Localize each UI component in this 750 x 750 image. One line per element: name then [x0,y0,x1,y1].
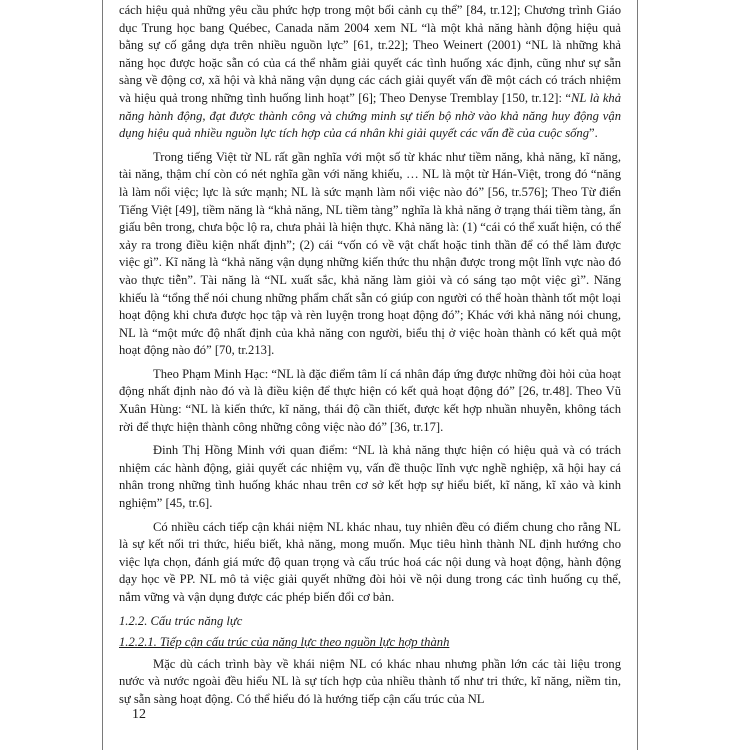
paragraph-text: ”. [589,126,598,141]
paragraph-vietnamese-meaning: Trong tiếng Việt từ NL rất gần nghĩa với một số từ khác như tiềm năng, khả năng, kĩ năng, tài năng, thậm chí còn có nét nghĩa gần với năng khiếu, … NL là một từ Hán-Việt, trong đó “năng là làm nổi việc; lực là sức mạnh; NL là sức mạnh làm nổi việc nào đó” [56, tr.576]; Theo Từ điển Tiếng Việt [49], tiềm năng là “khả năng, NL tiềm tàng” nghĩa là khả năng ở trạng thái tiềm tàng, ẩn giấu bên trong, chưa bộc lộ ra, chưa phải là hiện thực. Khả năng là: (1) “cái có thể xuất hiện, có thể xảy ra trong điều kiện nhất định”; (2) cái “vốn có về vật chất hoặc tinh thần để có thể làm được việc gì”. Kĩ năng là “khả năng vận dụng những kiến thức thu nhận được trong một lĩnh vực nào đó vào thực tiễn”. Tài năng là “NL xuất sắc, khả năng làm giỏi và có sáng tạo một việc gì”. Năng khiếu là “tổng thể nói chung những phẩm chất sẵn có giúp con người có thể hoàn thành tốt một loại hoạt động khi chưa được học tập và rèn luyện trong hoạt động đó”; Khác với khả năng nói chung, NL là “một mức độ nhất định của khả năng con người, biểu thị ở việc hoàn thành có kết quả một hoạt động nào đó” [70, tr.213]. [119,149,621,358]
paragraph-structure-approach: Mặc dù cách trình bày về khái niệm NL có khác nhau nhưng phần lớn các tài liệu trong nước và nước ngoài đều hiểu NL là sự tích hợp của nhiều thành tố như tri thức, kĩ năng, niềm tin, sự sẵn sàng hoạt động. Có thể hiểu đó là hướng tiếp cận cấu trúc của NL [119,656,621,706]
page-number: 12 [132,707,146,722]
section-heading-1-2-2-1: 1.2.2.1. Tiếp cận cấu trúc của năng lực theo nguồn lực hợp thành [119,635,450,650]
section-heading-1-2-2: 1.2.2. Cấu trúc năng lực [119,613,243,628]
italic-quote: NL là khả năng hành động, đạt được thành công và chứng minh sự tiến bộ nhờ vào khả năng huy động vận dụng hiệu quả nhiều nguồn lực tích hợp của cá nhân khi giải quyết các vấn đề của cuộc sống [119,90,622,141]
text-column [102,0,638,750]
paragraph-definitions-intl [119,2,621,143]
paragraph-pham-minh-hac: Theo Phạm Minh Hạc: “NL là đặc điểm tâm lí cá nhân đáp ứng được những đòi hỏi của hoạt động nhất định nào đó và là điều kiện để thực hiện có kết quả hoạt động đó” [26, tr.48]. Theo Vũ Xuân Hùng: “NL là kiến thức, kĩ năng, thái độ cần thiết, được kết hợp nhuần nhuyễn, không tách rời để thực hiện thành công những công việc nào đó” [36, tr.17]. [119,366,621,434]
paragraph-text: cách hiệu quả những yêu cầu phức hợp trong một bối cảnh cụ thể” [84, tr.12]; Chương trình Giáo dục Trung học bang Québec, Canada năm 2004 xem NL “là một khả năng hành động hiệu quả bằng sự cố gắng dựa trên nhiều nguồn lực” [61, tr.22]; Theo Weinert (2001) “NL là những khả năng học được hoặc sẵn có của cá thể nhằm giải quyết các tình huống xác định, cũng như sự sẵn sàng về động cơ, xã hội và khả năng vận dụng các cách giải quyết vấn đề một cách có trách nhiệm và hiệu quả trong những tình huống linh hoạt” [6]; Theo Denyse Tremblay [150, tr.12]: “ [119,3,621,105]
paragraph-approaches-summary: Có nhiều cách tiếp cận khái niệm NL khác nhau, tuy nhiên đều có điểm chung cho rằng NL là sự kết nối tri thức, hiểu biết, khả năng, mong muốn. Mục tiêu hình thành NL định hướng cho việc lựa chọn, đánh giá mức độ quan trọng và cấu trúc hoá các nội dung và hoạt động, hành động dạy học về PP. NL mô tả việc giải quyết những đòi hỏi về nội dung trong các tình huống cụ thể, nắm vững và vận dụng được các phép biến đổi cơ bản. [119,519,621,604]
paragraph-dinh-thi-hong-minh: Đinh Thị Hồng Minh với quan điểm: “NL là khả năng thực hiện có hiệu quả và có trách nhiệm các hành động, giải quyết các nhiệm vụ, vấn đề thuộc lĩnh vực nghề nghiệp, xã hội hay cá nhân trong những tình huống khác nhau trên cơ sở kết hợp sự hiểu biết, kĩ năng, kĩ xảo và kinh nghiệm” [45, tr.6]. [119,443,621,511]
